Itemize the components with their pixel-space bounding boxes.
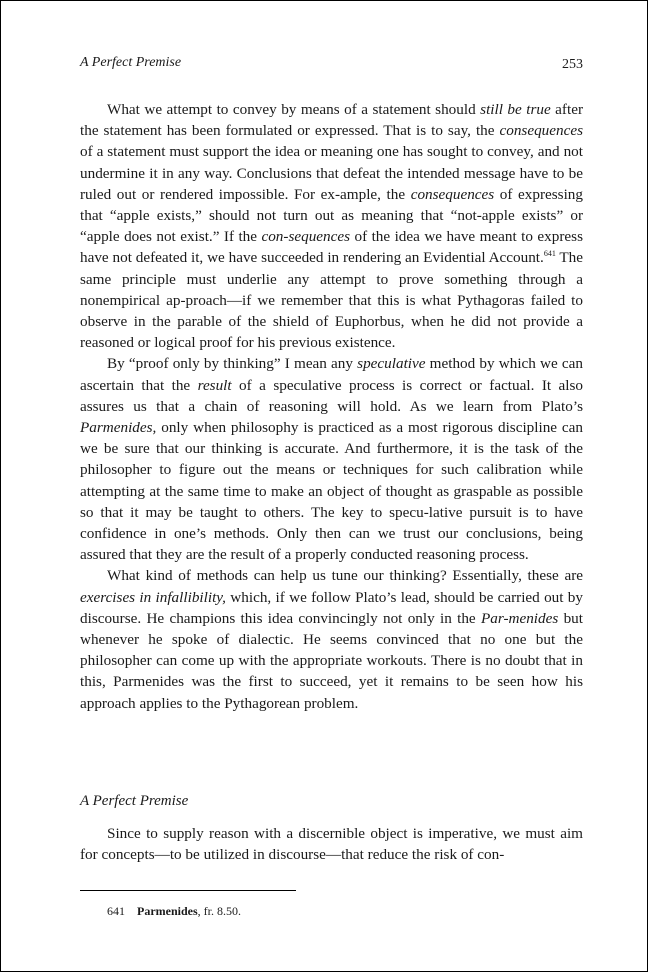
section-text <box>80 823 583 865</box>
italic-run: Par-menides <box>480 609 559 627</box>
italic-run: exercises in infallibility, <box>80 588 226 606</box>
text-run: The same principle must underlie any attempt to prove something through a nonempirical ap-proach—if we remember that this is what Pythagoras failed to observe in the parable of the shield of Euphorbus, when he did not provide a reasoned or logical proof for his previous existence. <box>80 249 583 352</box>
italic-run: Parmenides, <box>80 419 157 437</box>
text-run: of the idea we have meant to express have not defeated it, we have succeeded in rendering an Evidential Account. <box>80 228 583 267</box>
text-run: after the statement has been formulated or expressed. That is to say, the <box>80 101 583 140</box>
italic-run: consequences <box>410 185 495 203</box>
section-heading: A Perfect Premise <box>80 793 189 809</box>
running-title: A Perfect Premise <box>80 55 182 70</box>
footnote-citation: , fr. 8.50. <box>197 904 241 918</box>
text-run: but whenever he spoke of dialectic. He seems convinced that no one but the philosopher can come up with the appropriate workouts. There is no doubt that in this, Parmenides was the first to succeed, yet it remains to be seen how his approach applies to the Pythagorean problem. <box>80 609 583 712</box>
paragraph <box>80 565 583 713</box>
italic-run: speculative <box>357 355 426 373</box>
text-run: By “proof only by thinking” I mean any <box>107 355 358 373</box>
footnote-author: Parmenides <box>137 904 198 918</box>
italic-run: result <box>197 376 232 394</box>
running-header <box>80 54 583 72</box>
text-run: of expressing that “apple exists,” should not turn out as meaning that “not-apple exists” or “apple does not exist.” If the <box>80 185 583 246</box>
text-run: only when philosophy is practiced as a most rigorous discipline can we be sure that our thinking is accurate. And furthermore, it is the task of the philosopher to figure out the means or techniques for such calibration while attempting at the same time to make an object of thought as graspable as possible so that it may be taught to others. The key to specu-lative pursuit is to have confidence in one’s methods. Only then can we trust our conclusions, being assured that they are the result of a properly conducted reasoning process. <box>80 419 583 564</box>
text-run: What kind of methods can help us tune our thinking? Essentially, these are <box>107 567 583 585</box>
text-run: of a statement must support the idea or meaning one has sought to convey, and not undermine it in any way. Conclusions that defeat the intended message have to be ruled out or rendered impossible. For ex-ample, the <box>80 143 583 203</box>
text-run: of a speculative process is correct or factual. It also assures us that a chain of reasoning will hold. As we learn from Plato’s <box>80 376 583 415</box>
paragraph <box>80 99 583 353</box>
italic-run: still be true <box>480 101 551 118</box>
main-text <box>80 99 583 714</box>
italic-run: consequences <box>499 122 583 140</box>
footnote <box>107 903 241 919</box>
italic-run: con-sequences <box>261 228 351 246</box>
footnote-reference: 641 <box>543 249 556 259</box>
text-run: method by which we can ascertain that the <box>80 355 583 394</box>
paragraph: Since to supply reason with a discernible object is imperative, we must aim for concepts—to be utilized in discourse—that reduce the risk of con- <box>80 825 583 864</box>
text-run: What we attempt to convey by means of a statement should <box>107 101 481 118</box>
footnote-rule <box>80 890 296 891</box>
paragraph <box>80 353 583 565</box>
page-number: 253 <box>562 57 583 72</box>
footnote-number: 641 <box>107 904 125 918</box>
text-run: which, if we follow Plato’s lead, should be carried out by discourse. He champions this idea convincingly not only in the <box>80 588 583 627</box>
